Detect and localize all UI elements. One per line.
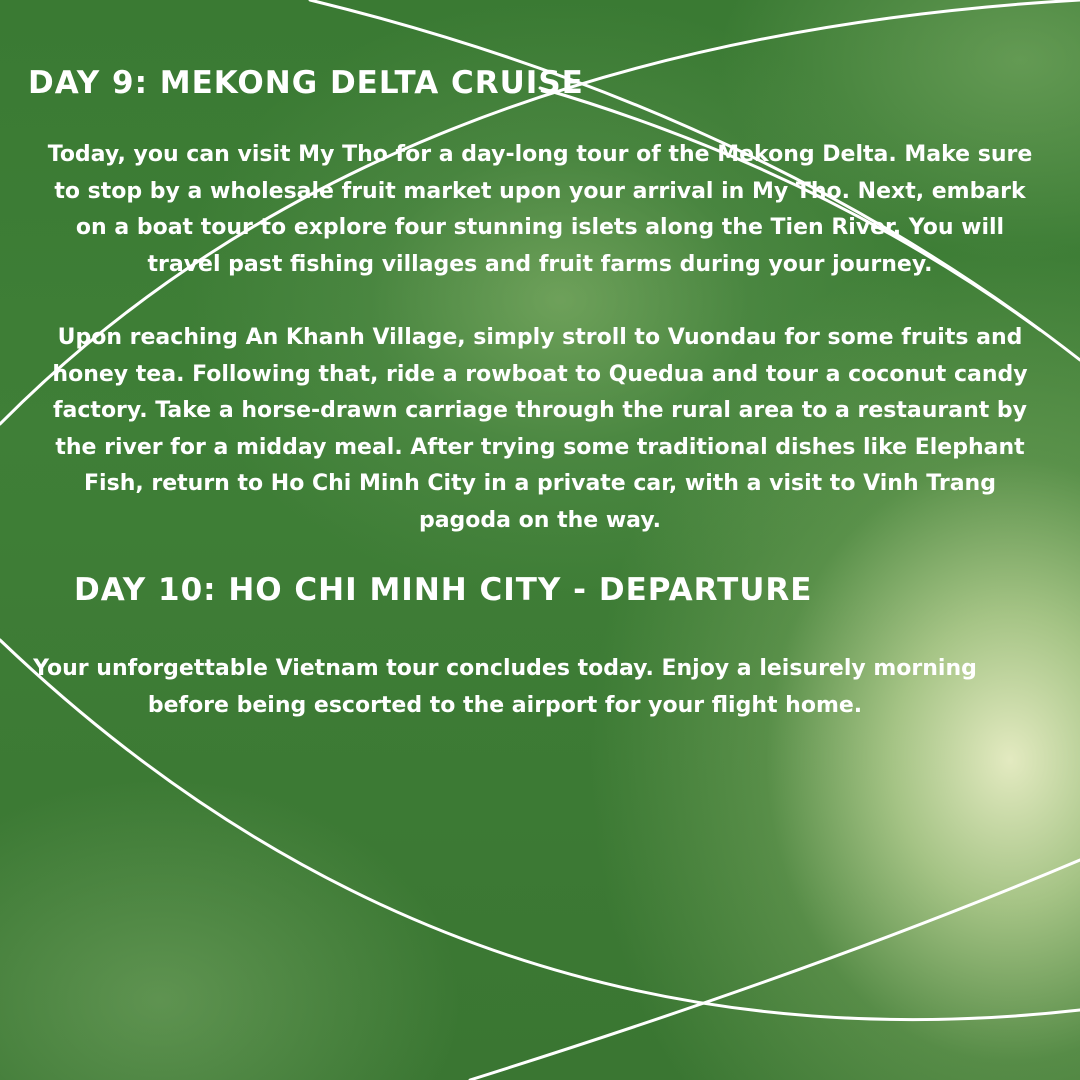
day9-paragraph-2: Upon reaching An Khanh Village, simply stroll to Vuondau for some fruits and honey tea. Following that, ride a rowboat to Quedua and tour a coconut candy factory. Take a horse-drawn carriage through the rural area to a restaurant by the river for a midday meal. After trying some traditional dishes like Elephant Fish, return to Ho Chi Minh City in a private car, with a visit to Vinh Trang pagoda on the way. bbox=[52, 325, 1028, 533]
curve-lower-right-arc bbox=[470, 860, 1080, 1080]
day9-heading: DAY 9: MEKONG DELTA CRUISE bbox=[28, 65, 584, 101]
day10-heading: DAY 10: HO CHI MINH CITY - DEPARTURE bbox=[74, 572, 813, 608]
day10-paragraph: Your unforgettable Vietnam tour concludes today. Enjoy a leisurely morning before being escorted to the airport for your flight home. bbox=[33, 656, 977, 718]
day9-paragraph-1: Today, you can visit My Tho for a day-long tour of the Mekong Delta. Make sure to stop by a wholesale fruit market upon your arrival in My Tho. Next, embark on a boat tour to explore four stunning islets along the Tien River. You will travel past fishing villages and fruit farms during your journey. bbox=[47, 142, 1033, 277]
